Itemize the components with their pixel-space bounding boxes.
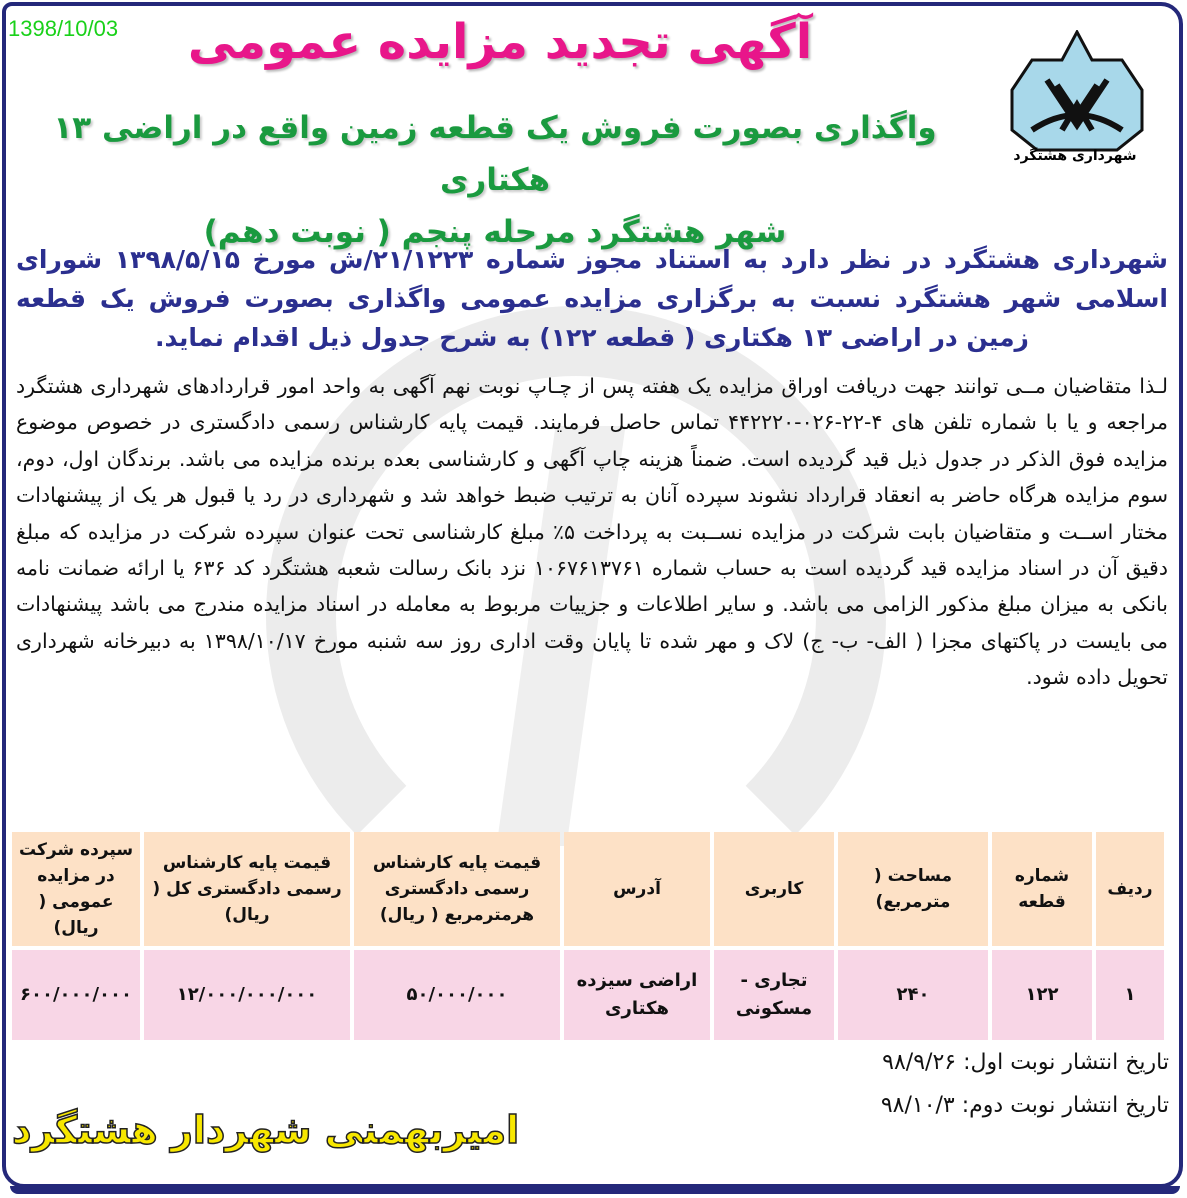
intro-paragraph: شهرداری هشتگرد در نظر دارد به استناد مجوز شماره ۲۱/۱۲۲۳/ش مورخ ۱۳۹۸/۵/۱۵ شورای اسلامی شهر هشتگرد نسبت به برگزاری مزایده عمومی واگذاری بصورت فروش یک قطعه زمین در اراضی ۱۳ هکتاری ( قطعه ۱۲۲) به شرح جدول ذیل اقدام نماید.	[16, 245, 1169, 352]
mayor-signature: امیربهمنی شهردار هشتگرد	[12, 1108, 520, 1152]
col-total-price: قیمت پایه کارشناس رسمی دادگستری کل ( ریال)	[144, 832, 350, 946]
col-usage: کاربری	[714, 832, 834, 946]
cell-total-price: ۱۲/۰۰۰/۰۰۰/۰۰۰	[144, 950, 350, 1040]
col-plot-number: شماره قطعه	[992, 832, 1092, 946]
cell-address: اراضی سیزده هکتاری	[564, 950, 710, 1040]
ad-title: آگهی تجدید مزایده عمومی	[187, 14, 813, 70]
frame-shadow	[10, 1186, 1180, 1194]
second-publication-date: تاریخ انتشار نوبت دوم: ۹۸/۱۰/۳	[880, 1093, 1169, 1118]
logo-caption: شهرداری هشتگرد	[1013, 148, 1137, 164]
cell-deposit: ۶۰۰/۰۰۰/۰۰۰	[12, 950, 140, 1040]
first-publication-date: تاریخ انتشار نوبت اول: ۹۸/۹/۲۶	[882, 1050, 1169, 1075]
col-deposit: سپرده شرکت در مزایده عمومی ( ریال)	[12, 832, 140, 946]
ad-subtitle	[20, 102, 970, 258]
auction-table	[8, 828, 1168, 1044]
table-row	[12, 950, 1164, 1040]
cell-row-number: ۱	[1096, 950, 1164, 1040]
date-stamp: 1398/10/03	[8, 16, 119, 41]
cell-plot-number: ۱۲۲	[992, 950, 1092, 1040]
cell-area: ۲۴۰	[838, 950, 988, 1040]
cell-usage: تجاری - مسکونی	[714, 950, 834, 1040]
col-address: آدرس	[564, 832, 710, 946]
table-header-row	[12, 832, 1164, 946]
body-paragraph: لـذا متقاضیان مــی توانند جهت دریافت اوراق مزایده یک هفته پس از چـاپ نوبت نهم آگهی به واحد امور قراردادهای شهرداری هشتگرد مراجعه و یا با شماره تلفن های ۴-۲۲-۰۲۶-۴۴۲۲۲۰ تماس حاصل فرمایند. قیمت پایه کارشناس رسمی دادگستری در خصوص موضوع مزایده فوق الذکر در جدول ذیل قید گردیده است. ضمناً هزینه چاپ آگهی و کارشناسی بعده برنده مزایده می باشد. برندگان اول، دوم، سوم مزایده هرگاه حاضر به انعقاد قرارداد نشوند سپرده آنان به ترتیب ضبط خواهد شد و شهرداری در رد یا قبول هر یک از پیشنهادات مختار اســت و متقاضیان بابت شرکت در مزایده نســبت به پرداخت ۵٪ مبلغ کارشناسی تحت عنوان سپرده شرکت در مزایده که مبلغ دقیق آن در اسناد مزایده قید گردیده است به حساب شماره ۱۰۶۷۶۱۳۷۶۱ نزد بانک رسالت شعبه هشتگرد کد ۶۳۶ یا ارائه ضمانت نامه بانکی به میزان مبلغ مذکور الزامی می باشد. و سایر اطلاعات و جزییات مربوط به معامله در اسناد مزایده مندرج می باشد پیشنهادات می بایست در پاکتهای مجزا ( الف- ب- ج) لاک و مهر شده تا پایان وقت اداری روز سه شنبه مورخ ۱۳۹۸/۱۰/۱۷ به دبیرخانه شهرداری تحویل داده شود.	[16, 374, 1168, 690]
col-price-per-sqm: قیمت پایه کارشناس رسمی دادگستری هرمترمربع ( ریال)	[354, 832, 560, 946]
subtitle-line: شهر هشتگرد مرحله پنجم ( نوبت دهم)	[203, 214, 787, 250]
cell-price-per-sqm: ۵۰/۰۰۰/۰۰۰	[354, 950, 560, 1040]
col-area: مساحت ( مترمربع)	[838, 832, 988, 946]
col-row-number: ردیف	[1096, 832, 1164, 946]
subtitle-line: واگذاری بصورت فروش یک قطعه زمین واقع در اراضی ۱۳ هکتاری	[53, 110, 937, 198]
